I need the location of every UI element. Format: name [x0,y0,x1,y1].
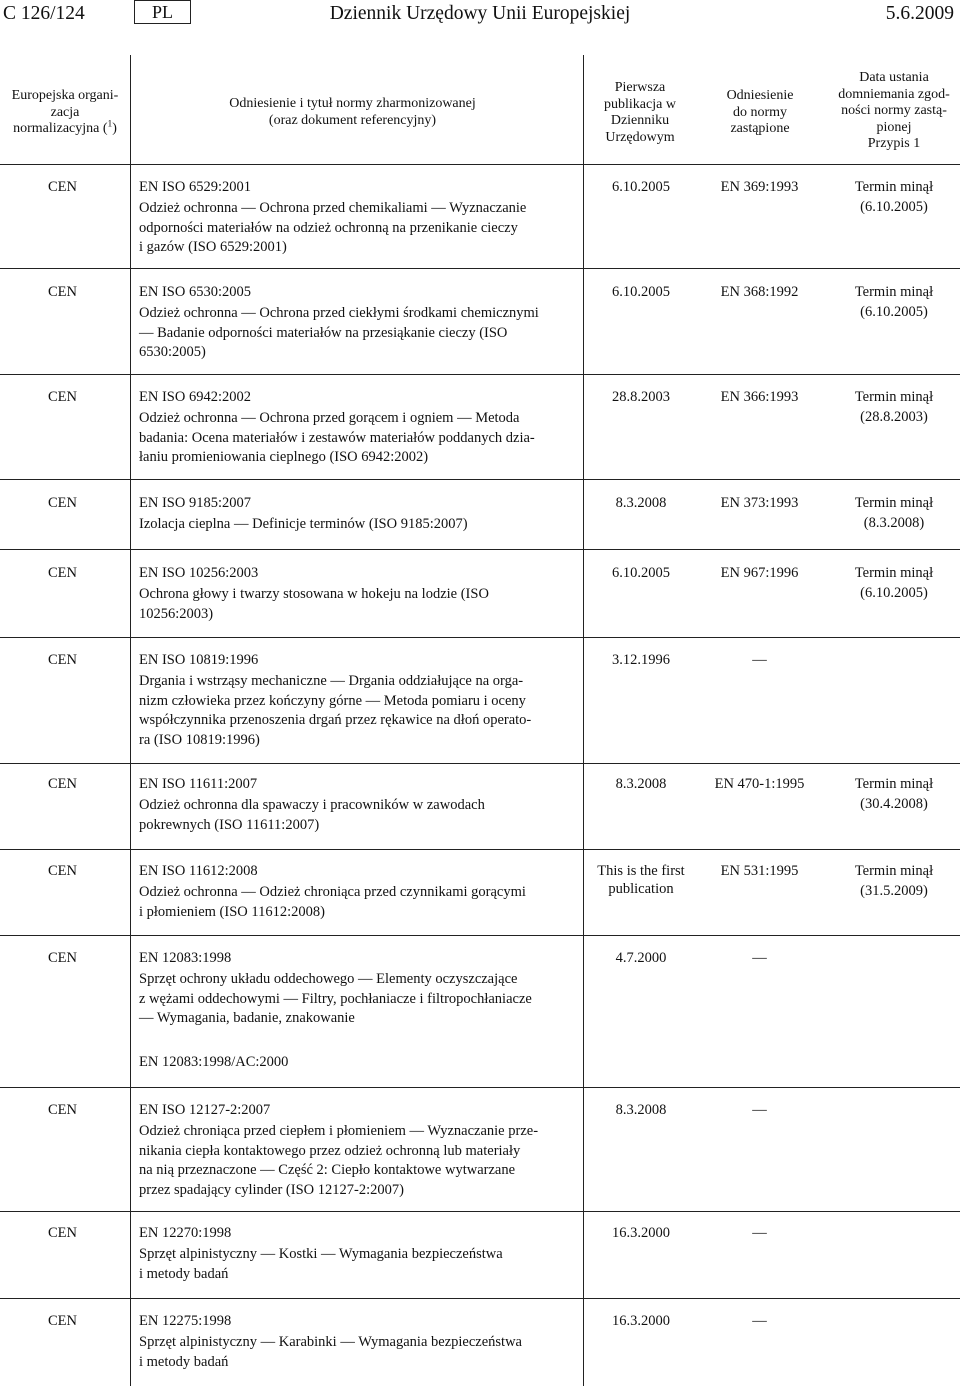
column-header-superseded-standard: Odniesienie do normy zastąpione [726,88,794,136]
standard-title: Odzież ochronna — Odzież chroniąca przed czynnikami gorącymi i płomieniem (ISO 11612:2008) [139,884,526,920]
superseded-standard: EN 368:1992 [720,284,799,300]
first-publication-date: 16.3.2000 [612,1313,670,1329]
standard-reference: EN 12270:1998 [139,1225,232,1241]
first-publication-date: 3.12.1996 [612,652,670,668]
cessation-date: Termin minął (6.10.2005) [854,565,934,601]
journal-title: Dziennik Urzędowy Unii Europejskiej [329,3,631,24]
standard-title: Odzież ochronna — Ochrona przed gorącem i ogniem — Metoda badania: Ocena materiałów i zestawów materiałów poddanych dzia- łaniu promieniowania cieplnego (ISO 6942:2002) [139,410,535,466]
superseded-standard: — [752,1102,767,1118]
column-header-reference: Odniesienie i tytuł normy zharmonizowanej (oraz dokument referencyjny) [229,96,476,128]
superseded-standard: EN 470-1:1995 [714,776,805,792]
first-publication-date: 8.3.2008 [615,776,667,792]
superseded-standard: EN 366:1993 [720,389,799,405]
amendment-reference: EN 12083:1998/AC:2000 [139,1054,289,1070]
organisation: CEN [48,179,77,195]
standard-reference: EN 12275:1998 [139,1313,232,1329]
standard-title: Odzież chroniąca przed ciepłem i płomieniem — Wyznaczanie prze- nikania ciepła kontaktowego przez odzież ochronną lub materiały na nią przeznaczone — Część 2: Ciepło kontaktowe wytwarzane przez spadający cylinder (ISO 12127-2:2007) [139,1123,539,1198]
standard-reference: EN ISO 11612:2008 [139,863,258,879]
cessation-date: Termin minął (6.10.2005) [854,284,934,320]
organisation: CEN [48,950,77,966]
first-publication-date: 16.3.2000 [612,1225,670,1241]
standard-title: Izolacja cieplna — Definicje terminów (ISO 9185:2007) [139,516,468,532]
standard-reference: EN ISO 10256:2003 [139,565,259,581]
standard-title: Ochrona głowy i twarzy stosowana w hokeju na lodzie (ISO 10256:2003) [139,586,489,622]
first-publication-date: 8.3.2008 [615,1102,667,1118]
organisation: CEN [48,863,77,879]
first-publication-date: This is the first publication [597,863,685,897]
organisation: CEN [48,776,77,792]
standard-reference: EN ISO 11611:2007 [139,776,258,792]
organisation: CEN [48,565,77,581]
standard-title: Odzież ochronna — Ochrona przed ciekłymi środkami chemicznymi — Badanie odporności materiałów na przesiąkanie cieczy (ISO 6530:2005) [139,305,539,361]
standard-title: Sprzęt ochrony układu oddechowego — Elementy oczyszczające z wężami oddechowymi — Filtry, pochłaniacze i filtropochłaniacze — Wymagania, badanie, znakowanie [139,971,532,1027]
organisation: CEN [48,652,77,668]
language-badge: PL [134,0,191,24]
superseded-standard: EN 369:1993 [720,179,799,195]
standard-reference: EN 12083:1998 [139,950,232,966]
cessation-date: Termin minął (6.10.2005) [854,179,934,215]
superseded-standard: EN 531:1995 [720,863,799,879]
column-header-first-publication: Pierwsza publikacja w Dzienniku Urzędowym [604,80,676,145]
organisation: CEN [48,1225,77,1241]
standard-title: Sprzęt alpinistyczny — Kostki — Wymagania bezpieczeństwa i metody badań [139,1246,503,1282]
standard-reference: EN ISO 6530:2005 [139,284,251,300]
superseded-standard: EN 373:1993 [720,495,799,511]
standard-reference: EN ISO 6529:2001 [139,179,251,195]
organisation: CEN [48,1102,77,1118]
standard-reference: EN ISO 10819:1996 [139,652,259,668]
first-publication-date: 8.3.2008 [615,495,667,511]
standard-title: Drgania i wstrząsy mechaniczne — Drgania oddziałujące na orga- nizm człowieka przez kończyny górne — Metoda pomiaru i oceny współczynnika przenoszenia drgań przez rękawice na dłoń operato- ra (ISO 10819:1996) [139,673,532,748]
footnote-marker: 1 [107,119,113,130]
first-publication-date: 4.7.2000 [615,950,667,966]
organisation: CEN [48,389,77,405]
superseded-standard: — [752,1313,767,1329]
superseded-standard: — [752,950,767,966]
first-publication-date: 28.8.2003 [612,389,670,405]
superseded-standard: — [752,652,767,668]
first-publication-date: 6.10.2005 [612,565,670,581]
page-header [0,0,960,30]
standard-title: Odzież ochronna dla spawaczy i pracowników w zawodach pokrewnych (ISO 11611:2007) [139,797,485,833]
publication-date: 5.6.2009 [885,3,954,24]
organisation: CEN [48,495,77,511]
standard-title: Odzież ochronna — Ochrona przed chemikaliami — Wyznaczanie odporności materiałów na odzież ochronną na przenikanie cieczy i gazów (ISO 6529:2001) [139,200,527,256]
standard-reference: EN ISO 9185:2007 [139,495,251,511]
superseded-standard: — [752,1225,767,1241]
cessation-date: Termin minął (8.3.2008) [854,495,934,531]
standard-reference: EN ISO 12127-2:2007 [139,1102,271,1118]
organisation: CEN [48,284,77,300]
column-header-organisation: Europejska organi- zacja normalizacyjna ($^1$) [11,88,119,136]
cessation-date: Termin minął (31.5.2009) [854,863,934,899]
page-reference: C 126/124 [3,3,85,24]
cessation-date: Termin minął (30.4.2008) [854,776,934,812]
standard-reference: EN ISO 6942:2002 [139,389,251,405]
organisation: CEN [48,1313,77,1329]
standard-title: Sprzęt alpinistyczny — Karabinki — Wymagania bezpieczeństwa i metody badań [139,1334,522,1370]
column-header-cessation-date: Data ustania domniemania zgod- ności normy zastą- pionej Przypis 1 [838,70,950,151]
first-publication-date: 6.10.2005 [612,179,670,195]
cessation-date: Termin minął (28.8.2003) [854,389,934,425]
superseded-standard: EN 967:1996 [720,565,799,581]
first-publication-date: 6.10.2005 [612,284,670,300]
